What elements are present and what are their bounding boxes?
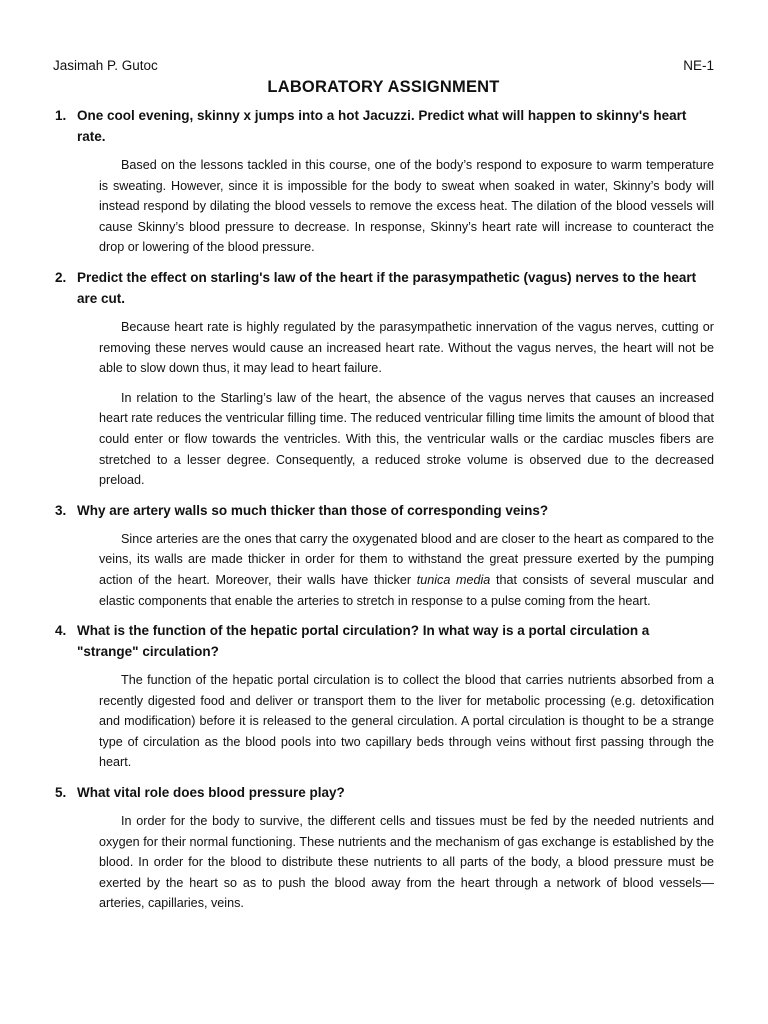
question-1 xyxy=(53,105,714,147)
question-3 xyxy=(53,500,714,521)
question-number: 3. xyxy=(55,502,67,518)
answer-3-paragraph xyxy=(99,529,714,611)
author-name: Jasimah P. Gutoc xyxy=(53,58,158,73)
question-text: One cool evening, skinny x jumps into a hot Jacuzzi. Predict what will happen to skinny's heart rate. xyxy=(77,108,687,144)
question-2 xyxy=(53,267,714,309)
answer-1-paragraph: Based on the lessons tackled in this course, one of the body’s respond to exposure to warm temperature is sweating. However, since it is impossible for the body to sweat when soaked in water, Skinny’s body will instead respond by dilating the blood vessels to remove the excess heat. The dilation of the blood vessels will cause Skinny’s blood pressure to decrease. In response, Skinny’s heart rate will increase to counteract the drop or lowering of the blood pressure. xyxy=(99,158,714,255)
answer-3-text-after: that consists of several muscular and elastic components that enable the arteries to stretch in response to a pulse coming from the heart. xyxy=(99,572,714,608)
answer-3-italic-term: tunica media xyxy=(416,572,491,587)
answer-4-paragraph: The function of the hepatic portal circulation is to collect the blood that carries nutrients absorbed from a recently digested food and deliver or transport them to the liver for metabolic processing (e.g. detoxification and modification) before it is released to the general circulation. A portal circulation is thought to be a strange type of circulation as the blood pools into two capillary beds through veins without first passing through the heart. xyxy=(99,673,714,770)
question-4 xyxy=(53,620,714,662)
page-title: LABORATORY ASSIGNMENT xyxy=(267,78,500,96)
answer-5-paragraph: In order for the body to survive, the different cells and tissues must be fed by the needed nutrients and oxygen for their normal functioning. These nutrients and the mechanism of gas exchange is established by the blood. In order for the blood to distribute these nutrients to all parts of the body, a blood pressure must be exerted by the heart so as to push the blood away from the heart through a network of blood vessels—arteries, capillaries, veins. xyxy=(99,814,714,911)
question-number: 4. xyxy=(55,623,67,639)
answer-2-paragraph-1: Because heart rate is highly regulated by the parasympathetic innervation of the vagus nerves, cutting or removing these nerves would cause an increased heart rate. Without the vagus nerves, the heart will not be able to slow down thus, it may lead to heart failure. xyxy=(99,319,714,376)
question-text: What vital role does blood pressure play? xyxy=(77,785,345,801)
answer-2-paragraph-2: In relation to the Starling’s law of the heart, the absence of the vagus nerves that causes an increased heart rate reduces the ventricular filling time. The reduced ventricular filling time limits the amount of blood that could enter or flow towards the ventricles. With this, the ventricular walls or the cardiac muscles fibers are stretched to a lesser degree. Consequently, a reduced stroke volume is observed due to the decreased preload. xyxy=(99,390,714,488)
question-5 xyxy=(53,782,714,803)
question-number: 1. xyxy=(55,108,67,123)
question-number: 2. xyxy=(55,269,67,285)
header xyxy=(53,56,714,76)
question-text: Why are artery walls so much thicker than those of corresponding veins? xyxy=(77,502,549,518)
question-number: 5. xyxy=(55,785,67,801)
question-text: Predict the effect on starling's law of the heart if the parasympathetic (vagus) nerves to the heart are cut. xyxy=(77,269,697,306)
section-code: NE-1 xyxy=(683,58,714,73)
answer-3-text-before: Since arteries are the ones that carry the oxygenated blood and are closer to the heart as compared to the veins, its walls are made thicker in order for them to withstand the great pressure exerted by the pumping action of the heart. Moreover, their walls have thicker xyxy=(99,531,714,587)
question-text: What is the function of the hepatic portal circulation? In what way is a portal circulation a "strange" circulation? xyxy=(77,623,650,660)
